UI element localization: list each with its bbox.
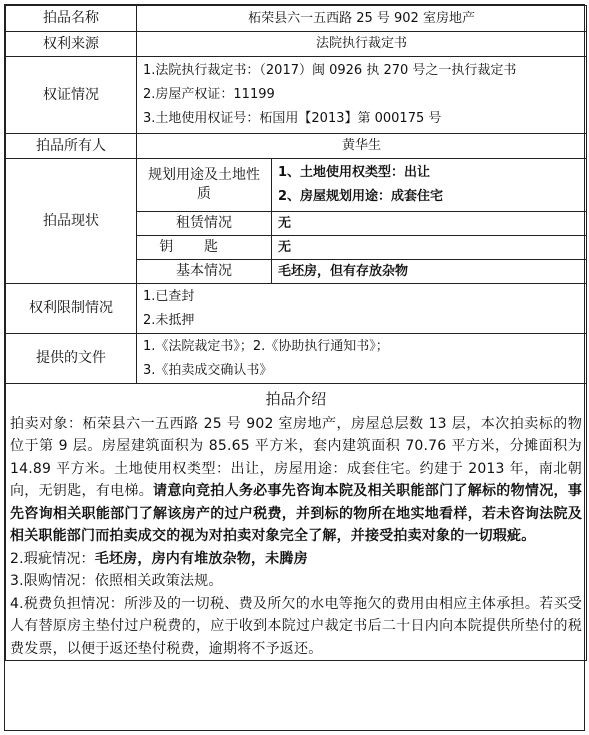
auction-info-sheet: [4, 4, 585, 731]
restrict-value: [137, 284, 587, 334]
intro-p2-bold: 毛坯房，房内有堆放杂物，未腾房: [94, 550, 308, 567]
cert-line: 1.法院执行裁定书：（2017）闽 0926 执 270 号之一执行裁定书: [143, 63, 517, 78]
planning-value: [272, 159, 587, 212]
property-table: [5, 5, 587, 661]
keys-label: [137, 236, 272, 260]
keys-value: 无: [272, 236, 587, 260]
planning-label: 规划用途及土地性质: [137, 159, 272, 212]
lease-label: 租赁情况: [137, 212, 272, 236]
cert-value: [137, 57, 587, 134]
row-intro: [6, 384, 587, 661]
cert-line: 2.房屋产权证：11199: [143, 87, 275, 102]
intro-p1-bold: 请意向竞拍人务必事先咨询本院及相关职能部门了解标的物情况，事先咨询相关职能部门了解该房产的过户税费，并到标的物所在地实地看样，若未咨询法院及相关职能部门而拍卖成交的视为对拍卖对象完全了解，并接受拍卖对象的一切瑕疵。: [10, 483, 583, 544]
lease-value: 无: [272, 212, 587, 236]
docs-value: [137, 334, 587, 384]
source-label: 权利来源: [6, 32, 137, 57]
docs-label: 提供的文件: [6, 334, 137, 384]
row-name: [6, 6, 587, 32]
restrict-label: 权利限制情况: [6, 284, 137, 334]
planning-line: 1、土地使用权类型：出让: [278, 165, 431, 180]
row-source: [6, 32, 587, 57]
intro-p2-prefix: 2.瑕疵情况：: [10, 550, 95, 567]
status-label: 拍品现状: [6, 159, 137, 284]
intro-paragraph-3: 3.限购情况：依照相关政策法规。: [10, 573, 223, 589]
row-planning: [6, 159, 587, 212]
docs-line: 3.《拍卖成交确认书》: [143, 362, 273, 378]
name-value: 柘荣县六一五西路 25 号 902 室房地产: [137, 6, 587, 32]
cert-label: 权证情况: [6, 57, 137, 134]
name-label: 拍品名称: [6, 6, 137, 32]
intro-paragraph-2: [10, 548, 582, 571]
cert-line: 3.土地使用权证号：柘国用【2013】第 000175 号: [143, 111, 442, 126]
row-cert: [6, 57, 587, 134]
restrict-line: 2.未抵押: [143, 312, 195, 328]
planning-line: 2、房屋规划用途：成套住宅: [278, 189, 444, 204]
row-owner: [6, 134, 587, 159]
basic-label: 基本情况: [137, 260, 272, 284]
intro-section: [6, 384, 587, 661]
docs-line: 1.《法院裁定书》；2.《协助执行通知书》；: [143, 338, 389, 354]
basic-value: 毛坯房，但有存放杂物: [272, 260, 587, 284]
row-docs: [6, 334, 587, 384]
row-restrict: [6, 284, 587, 334]
intro-paragraph-4: 4.税费负担情况：所涉及的一切税、费及所欠的水电等拖欠的费用由相应主体承担。若买受人有替原房主垫付过户税费的，应于收到本院过户裁定书后二十日内向本院提供所垫付的税费发票，以便于返还垫付税费，逾期将不予返还。: [10, 595, 583, 657]
keys-label-text: 钥匙: [159, 239, 249, 256]
intro-paragraph-1: [10, 413, 582, 548]
source-value: 法院执行裁定书: [137, 32, 587, 57]
intro-title: 拍品介绍: [265, 390, 327, 408]
restrict-line: 1.已查封: [143, 288, 195, 304]
owner-label: 拍品所有人: [6, 134, 137, 159]
owner-value: 黄华生: [137, 134, 587, 159]
intro-p1-normal: 拍卖对象：柘荣县六一五西路 25 号 902 室房地产，房屋总层数 13 层，本次拍卖标的物位于第 9 层。房屋建筑面积为 85.65 平方米，套内建筑面积 70.76 平方米，分摊面积为 14.89 平方米。土地使用权类型：出让，房屋用途：成套住宅。约建于 2013 年，南北朝向，无钥匙，有电梯。: [10, 415, 583, 499]
